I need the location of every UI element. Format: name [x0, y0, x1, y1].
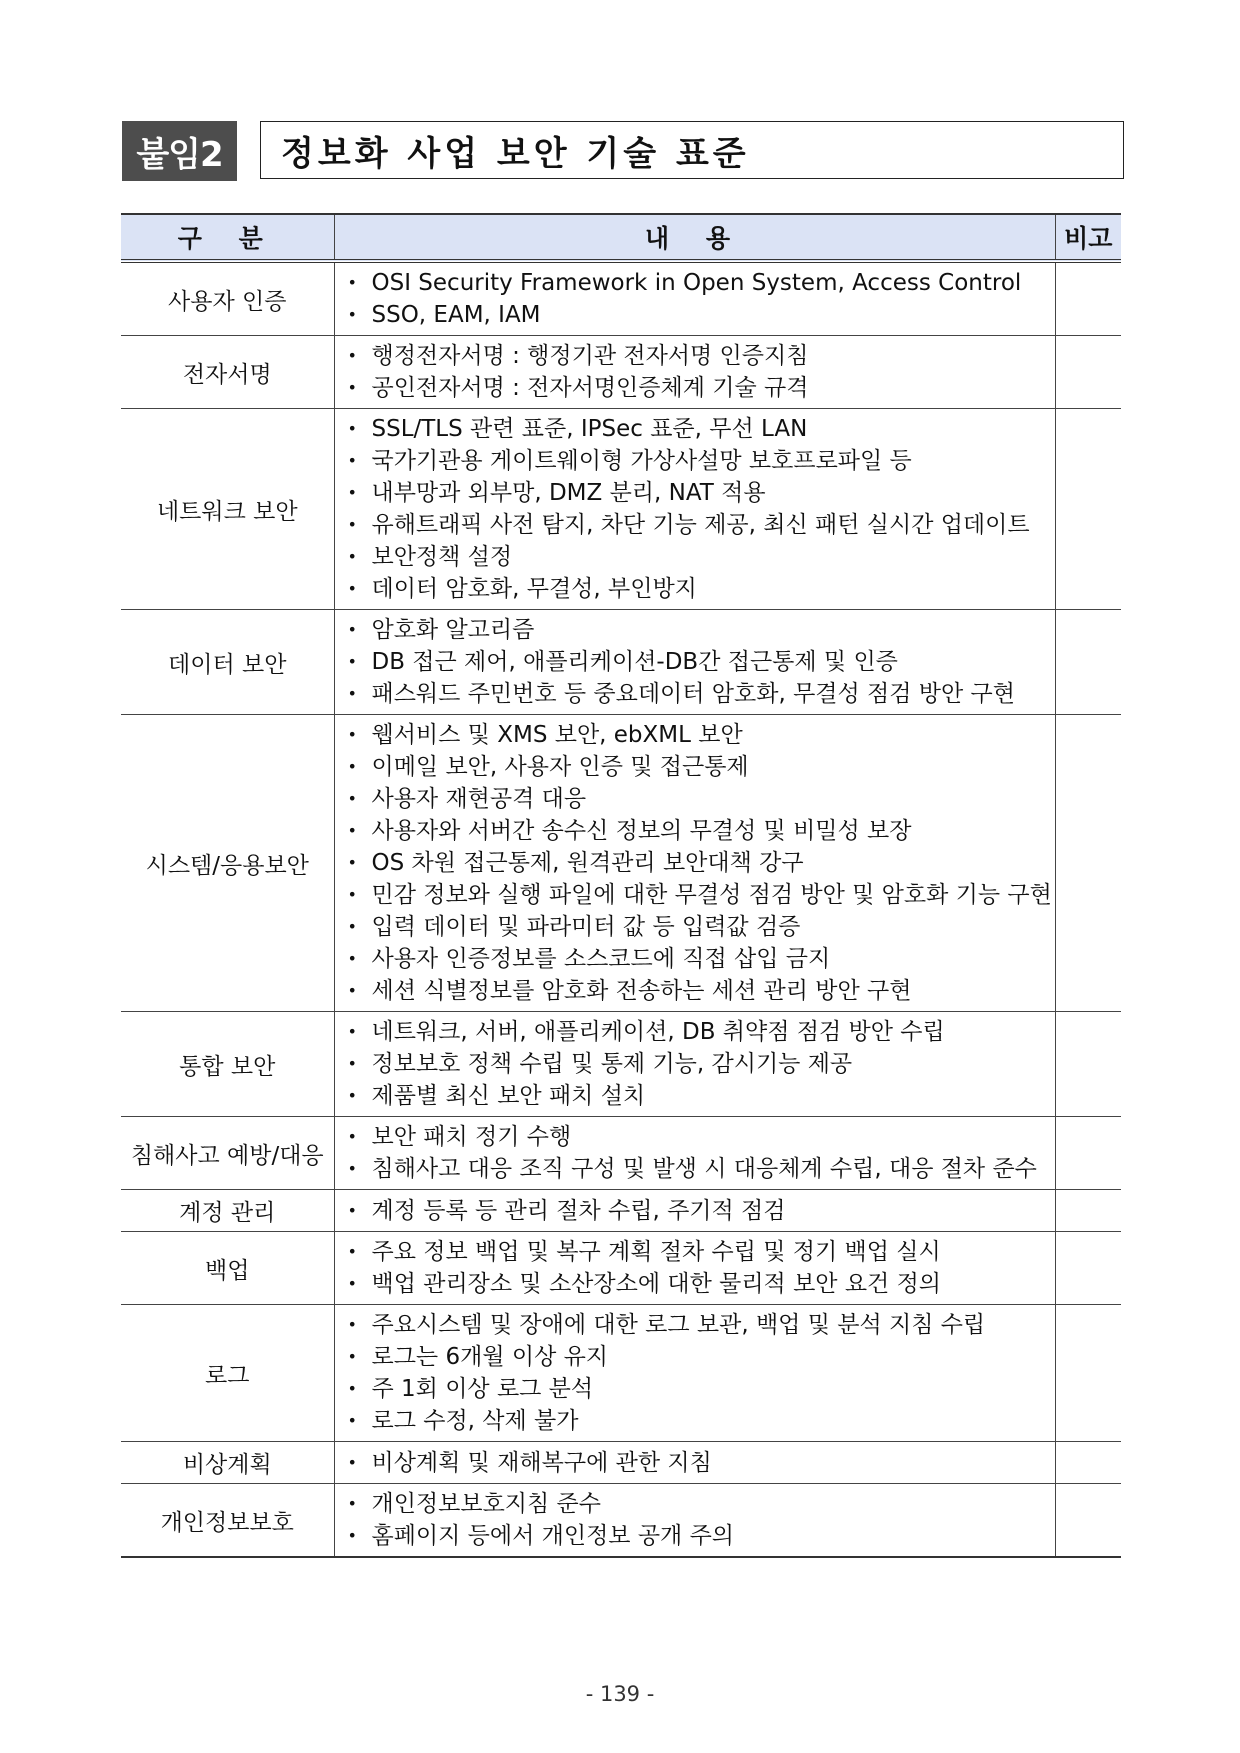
content-list	[345, 719, 1055, 1007]
row-remarks	[1055, 336, 1121, 409]
list-item: • SSO, EAM, IAM	[345, 299, 1055, 331]
list-item: • 주요 정보 백업 및 복구 계획 절차 수립 및 정기 백업 실시	[345, 1236, 1055, 1268]
table-header-row	[121, 214, 1121, 261]
list-item: • 침해사고 대응 조직 구성 및 발생 시 대응체계 수립, 대응 절차 준수	[345, 1153, 1055, 1185]
list-item: • 보안정책 설정	[345, 541, 1055, 573]
row-content	[334, 610, 1055, 715]
list-item: • 사용자 재현공격 대응	[345, 783, 1055, 815]
row-category: 개인정보보호	[121, 1484, 334, 1558]
row-remarks	[1055, 715, 1121, 1012]
row-content	[334, 409, 1055, 610]
table-row	[121, 1012, 1121, 1117]
row-content	[334, 1305, 1055, 1442]
row-category: 네트워크 보안	[121, 409, 334, 610]
list-item: • 이메일 보안, 사용자 인증 및 접근통제	[345, 751, 1055, 783]
document-title: 정보화 사업 보안 기술 표준	[281, 133, 750, 174]
list-item: • SSL/TLS 관련 표준, IPSec 표준, 무선 LAN	[345, 413, 1055, 445]
list-item: • 제품별 최신 보안 패치 설치	[345, 1080, 1055, 1112]
table-row	[121, 1117, 1121, 1190]
list-item: • 패스워드 주민번호 등 중요데이터 암호화, 무결성 점검 방안 구현	[345, 678, 1055, 710]
content-list	[345, 1121, 1055, 1185]
content-list	[345, 413, 1055, 605]
table-row	[121, 1305, 1121, 1442]
list-item: • 정보보호 정책 수립 및 통제 기능, 감시기능 제공	[345, 1048, 1055, 1080]
list-item: • 계정 등록 등 관리 절차 수립, 주기적 점검	[345, 1195, 1055, 1227]
header-remarks: 비고	[1055, 214, 1121, 261]
row-content	[334, 1190, 1055, 1232]
header-category: 구 분	[121, 214, 334, 261]
list-item: • 공인전자서명 : 전자서명인증체계 기술 규격	[345, 372, 1055, 404]
document-title-box	[260, 121, 1124, 179]
table-row	[121, 1232, 1121, 1305]
list-item: • 백업 관리장소 및 소산장소에 대한 물리적 보안 요건 정의	[345, 1268, 1055, 1300]
row-category: 통합 보안	[121, 1012, 334, 1117]
row-content	[334, 1117, 1055, 1190]
attachment-badge: 붙임2	[122, 121, 237, 181]
list-item: • 개인정보보호지침 준수	[345, 1488, 1055, 1520]
row-remarks	[1055, 1442, 1121, 1484]
content-list	[345, 614, 1055, 710]
row-remarks	[1055, 1117, 1121, 1190]
list-item: • 네트워크, 서버, 애플리케이션, DB 취약점 점검 방안 수립	[345, 1016, 1055, 1048]
list-item: • 행정전자서명 : 행정기관 전자서명 인증지침	[345, 340, 1055, 372]
table-row	[121, 1442, 1121, 1484]
table-row	[121, 715, 1121, 1012]
row-remarks	[1055, 610, 1121, 715]
row-content	[334, 715, 1055, 1012]
row-category: 사용자 인증	[121, 261, 334, 336]
list-item: • 주요시스템 및 장애에 대한 로그 보관, 백업 및 분석 지침 수립	[345, 1309, 1055, 1341]
row-content	[334, 261, 1055, 336]
list-item: • 유해트래픽 사전 탐지, 차단 기능 제공, 최신 패턴 실시간 업데이트	[345, 509, 1055, 541]
row-category: 시스템/응용보안	[121, 715, 334, 1012]
table-row	[121, 610, 1121, 715]
row-remarks	[1055, 1012, 1121, 1117]
list-item: • 데이터 암호화, 무결성, 부인방지	[345, 573, 1055, 605]
list-item: • 암호화 알고리즘	[345, 614, 1055, 646]
row-remarks	[1055, 1190, 1121, 1232]
table-row	[121, 1190, 1121, 1232]
list-item: • 내부망과 외부망, DMZ 분리, NAT 적용	[345, 477, 1055, 509]
content-list	[345, 1016, 1055, 1112]
row-content	[334, 336, 1055, 409]
list-item: • 세션 식별정보를 암호화 전송하는 세션 관리 방안 구현	[345, 975, 1055, 1007]
list-item: • 민감 정보와 실행 파일에 대한 무결성 점검 방안 및 암호화 기능 구현	[345, 879, 1055, 911]
row-content	[334, 1012, 1055, 1117]
row-category: 침해사고 예방/대응	[121, 1117, 334, 1190]
table-row	[121, 261, 1121, 336]
content-list	[345, 267, 1055, 331]
row-remarks	[1055, 409, 1121, 610]
list-item: • 홈페이지 등에서 개인정보 공개 주의	[345, 1520, 1055, 1552]
row-content	[334, 1484, 1055, 1558]
list-item: • 입력 데이터 및 파라미터 값 등 입력값 검증	[345, 911, 1055, 943]
row-content	[334, 1232, 1055, 1305]
table-row	[121, 336, 1121, 409]
header-content: 내 용	[334, 214, 1055, 261]
row-remarks	[1055, 1484, 1121, 1558]
list-item: • 로그는 6개월 이상 유지	[345, 1341, 1055, 1373]
content-list	[345, 340, 1055, 404]
content-list	[345, 1447, 1055, 1479]
table-row	[121, 1484, 1121, 1558]
content-list	[345, 1236, 1055, 1300]
security-standards-table	[121, 213, 1121, 1558]
list-item: • OS 차원 접근통제, 원격관리 보안대책 강구	[345, 847, 1055, 879]
row-remarks	[1055, 1232, 1121, 1305]
row-remarks	[1055, 261, 1121, 336]
row-category: 전자서명	[121, 336, 334, 409]
content-list	[345, 1309, 1055, 1437]
row-category: 데이터 보안	[121, 610, 334, 715]
row-category: 계정 관리	[121, 1190, 334, 1232]
list-item: • OSI Security Framework in Open System, Access Control	[345, 267, 1055, 299]
list-item: • 보안 패치 정기 수행	[345, 1121, 1055, 1153]
row-category: 비상계획	[121, 1442, 334, 1484]
list-item: • 웹서비스 및 XMS 보안, ebXML 보안	[345, 719, 1055, 751]
table-row	[121, 409, 1121, 610]
page-number: - 139 -	[585, 1682, 655, 1706]
row-category: 백업	[121, 1232, 334, 1305]
row-content	[334, 1442, 1055, 1484]
row-remarks	[1055, 1305, 1121, 1442]
content-list	[345, 1488, 1055, 1552]
row-category: 로그	[121, 1305, 334, 1442]
list-item: • 사용자 인증정보를 소스코드에 직접 삽입 금지	[345, 943, 1055, 975]
list-item: • 사용자와 서버간 송수신 정보의 무결성 및 비밀성 보장	[345, 815, 1055, 847]
list-item: • 로그 수정, 삭제 불가	[345, 1405, 1055, 1437]
content-list	[345, 1195, 1055, 1227]
list-item: • 주 1회 이상 로그 분석	[345, 1373, 1055, 1405]
list-item: • 비상계획 및 재해복구에 관한 지침	[345, 1447, 1055, 1479]
list-item: • 국가기관용 게이트웨이형 가상사설망 보호프로파일 등	[345, 445, 1055, 477]
list-item: • DB 접근 제어, 애플리케이션-DB간 접근통제 및 인증	[345, 646, 1055, 678]
